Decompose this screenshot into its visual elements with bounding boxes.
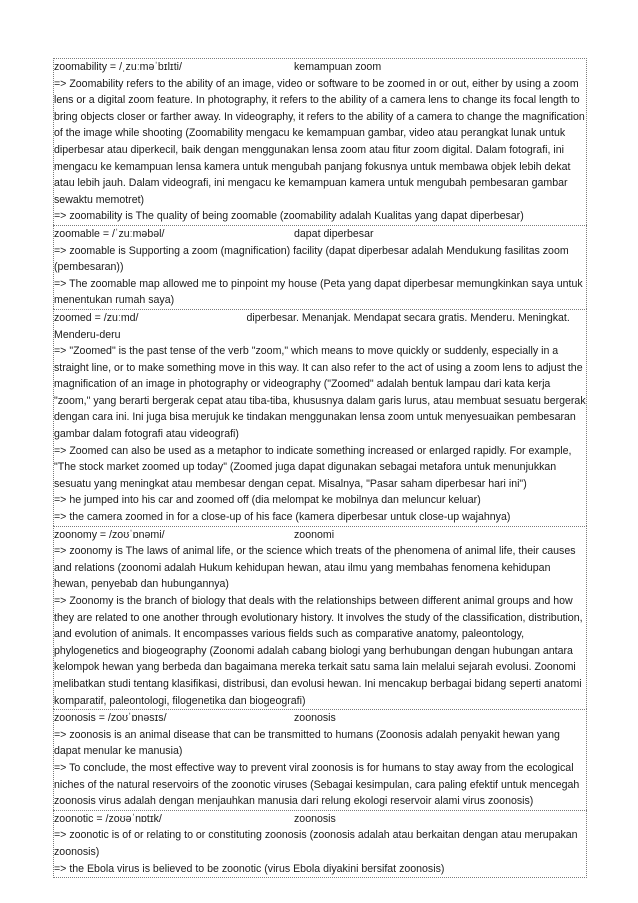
term-meaning: diperbesar. Menanjak. Mendapat secara gratis. Menderu. Meningkat. Menderu-deru [54, 311, 570, 341]
term: zoomability = /ˌzuːməˈbɪlɪti/ [54, 61, 182, 73]
definition-line: => Zoomed can also be used as a metaphor to indicate something increased or enlarged rapidly. For example, "The stock market zoomed up today" (Zoomed juga dapat digunakan sebagai metafora untuk menunjukkan sesuatu yang meningkat atau membesar dengan cepat. Misalnya, "Pasar saham diperbesar hari ini") [54, 444, 572, 490]
entry-zoomed [53, 309, 587, 526]
term-meaning: dapat diperbesar [294, 227, 374, 240]
definition-line: => "Zoomed" is the past tense of the verb "zoom," which means to move quickly or suddenly, especially in a straight line, or to make something move in this way. It can also refer to the act of using a zoom lens to adjust the magnification of an image in photography or videography ("Zoomed" adalah bentuk lampau dari kata kerja "zoom," yang berarti bergerak cepat atau tiba-tiba, khususnya dalam garis lurus, atau membuat sesuatu bergerak dengan cara ini. Ini juga bisa merujuk ke tindakan menggunakan lensa zoom untuk menyesuaikan pembesaran gambar dalam fotografi atau videografi) [54, 345, 586, 441]
definition-line: => zoonomy is The laws of animal life, or the science which treats of the phenomena of animal life, their causes and relations (zoonomi adalah Hukum kehidupan hewan, atau ilmu yang membahas fenomena kehidupan hewan, penyebab dan hubungannya) [54, 545, 576, 591]
definition-line: => zoonosis is an animal disease that can be transmitted to humans (Zoonosis adalah penyakit hewan yang dapat menular ke manusia) [54, 728, 560, 758]
entry-header [54, 811, 586, 828]
term: zoomable = /ˈzuːməbəl/ [54, 227, 165, 240]
definition-line: => Zoomability refers to the ability of an image, video or software to be zoomed in or out, either by using a zoom lens or a digital zoom feature. In photography, it refers to the ability of a camera lens to change its focal length to bring objects closer or farther away. In videography, it refers to the ability of a camera to change the magnification of the image while shooting (Zoomability mengacu ke kemampuan gambar, video atau perangkat lunak untuk diperbesar atau diperkecil, baik dengan menggunakan lensa zoom atau fitur zoom digital. Dalam fotografi, ini mengacu ke kemampuan lensa kamera untuk mengubah panjang fokusnya untuk membawa objek lebih dekat atau lebih jauh. Dalam videografi, ini mengacu ke kemampuan kamera untuk mengubah pembesaran gambar sewaktu memotret) [54, 77, 585, 206]
glossary-document [53, 58, 587, 878]
term: zoonotic = /zoʊəˈnɒtɪk/ [54, 812, 162, 825]
entry-header [54, 310, 586, 343]
entry-header [54, 59, 586, 76]
definition-line: => The zoomable map allowed me to pinpoint my house (Peta yang dapat diperbesar memungkinkan saya untuk menentukan rumah saya) [54, 277, 583, 307]
term-meaning: zoonosis [294, 712, 336, 725]
definition-line: => zoomable is Supporting a zoom (magnification) facility (dapat diperbesar adalah Mendukung fasilitas zoom (pembesaran)) [54, 244, 569, 274]
entry-zoomable [53, 225, 587, 309]
entry-zoonosis [53, 709, 587, 810]
definition-line: => zoomability is The quality of being zoomable (zoomability adalah Kualitas yang dapat diperbesar) [54, 210, 524, 223]
definition-line: => he jumped into his car and zoomed off (dia melompat ke mobilnya dan meluncur keluar) [54, 494, 481, 507]
definition-line: => the Ebola virus is believed to be zoonotic (virus Ebola diyakini bersifat zoonosis) [54, 862, 445, 875]
entry-header [54, 527, 586, 544]
definition-line: => To conclude, the most effective way to prevent viral zoonosis is for humans to stay away from the ecological niches of the natural reservoirs of the zoonotic viruses (Sebagai kesimpulan, cara paling efektif untuk mencegah zoonosis virus adalah dengan menjauhkan manusia dari relung ekologi reservoir alami virus zoonosis) [54, 761, 580, 808]
definition-line: => zoonotic is of or relating to or constituting zoonosis (zoonosis adalah atau berkaitan dengan atau merupakan zoonosis) [54, 829, 578, 858]
term-meaning: zoonomi [294, 528, 335, 541]
term: zoonomy = /zoʊˈɒnəmi/ [54, 528, 165, 541]
term-meaning: zoonosis [294, 812, 336, 825]
entry-zoonomy [53, 526, 587, 710]
entry-zoomability [53, 58, 587, 225]
term-meaning: kemampuan zoom [294, 61, 382, 73]
entry-header [54, 226, 586, 243]
definition-line: => the camera zoomed in for a close-up of his face (kamera diperbesar untuk close-up wajahnya) [54, 511, 511, 524]
entry-zoonotic [53, 810, 587, 878]
term: zoonosis = /zoʊˈɒnəsɪs/ [54, 712, 167, 725]
definition-line: => Zoonomy is the branch of biology that deals with the relationships between different animal groups and how they are related to one another through evolutionary history. It involves the study of the classification, distribution, and evolution of animals. It encompasses various fields such as comparative anatomy, paleontology, phylogenetics and biogeography (Zoonomi adalah cabang biologi yang berhubungan dengan hubungan antara kelompok hewan yang berbeda dan bagaimana mereka terkait satu sama lain melalui sejarah evolusi. Zoonomi melibatkan studi tentang klasifikasi, distribusi, dan evolusi hewan. Ini mencakup berbagai bidang seperti anatomi komparatif, paleontologi, filogenetika dan biogeografi) [54, 595, 583, 707]
entry-header [54, 710, 586, 727]
term: zoomed = /zuːmd/ [54, 311, 139, 324]
